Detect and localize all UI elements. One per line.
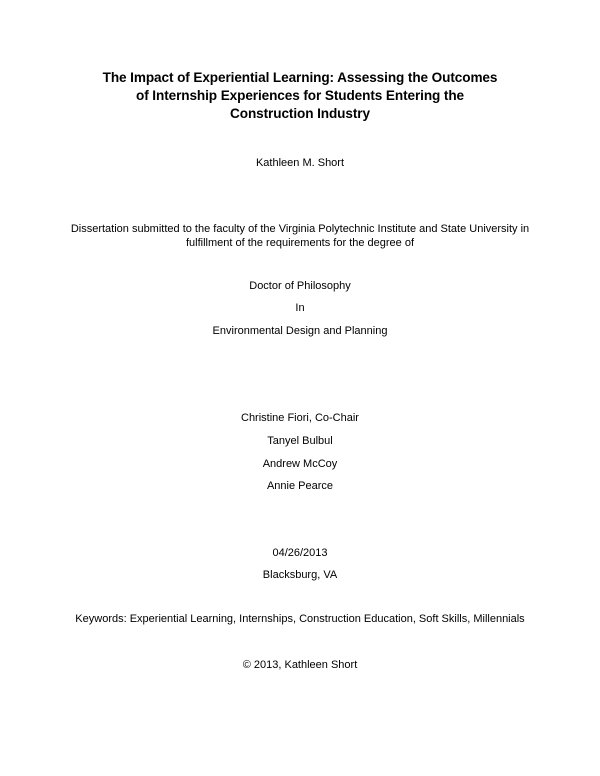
field-of-study: Environmental Design and Planning xyxy=(212,325,388,337)
title-line-1: The Impact of Experiential Learning: Assessing the Outcomes xyxy=(102,70,498,85)
defense-date: 04/26/2013 xyxy=(272,547,328,559)
author-name: Kathleen M. Short xyxy=(255,157,345,169)
keywords: Keywords: Experiential Learning, Internships, Construction Education, Soft Skills, Millennials xyxy=(75,613,525,625)
committee-member-3: Andrew McCoy xyxy=(262,458,338,470)
committee-member-2: Tanyel Bulbul xyxy=(267,435,333,447)
submission-line-1: Dissertation submitted to the faculty of the Virginia Polytechnic Institute and State University in xyxy=(70,223,530,235)
title-line-3: Construction Industry xyxy=(230,106,370,121)
in-word: In xyxy=(295,302,305,314)
copyright-notice: © 2013, Kathleen Short xyxy=(242,659,358,671)
committee-member-1: Christine Fiori, Co-Chair xyxy=(241,412,359,424)
title-line-2: of Internship Experiences for Students Entering the xyxy=(136,88,464,103)
submission-line-2: fulfillment of the requirements for the degree of xyxy=(185,237,415,249)
degree-name: Doctor of Philosophy xyxy=(249,280,351,292)
location: Blacksburg, VA xyxy=(262,569,338,581)
committee-member-4: Annie Pearce xyxy=(266,480,334,492)
